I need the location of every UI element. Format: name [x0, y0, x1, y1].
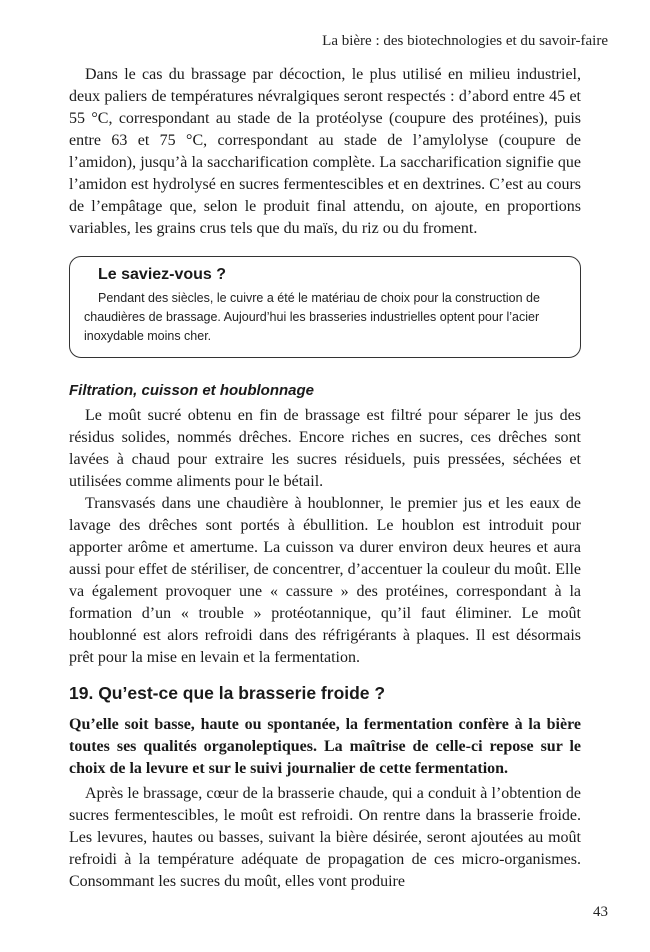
section-lead: Qu’elle soit basse, haute ou spontanée, la fermentation confère à la bière toutes ses qualités organoleptiques. La maîtrise de celle-ci repose sur le choix de la levure et sur le suivi journalier de cette fermentation.: [69, 716, 581, 777]
page-number: 43: [593, 904, 608, 920]
filtration-heading: Filtration, cuisson et houblonnage: [69, 382, 315, 399]
running-header: La bière : des biotechnologies et du savoir-faire: [322, 33, 608, 49]
page-content: [69, 64, 581, 893]
section-title: 19. Qu’est-ce que la brasserie froide ?: [69, 683, 386, 703]
did-you-know-title: Le saviez-vous ?: [98, 266, 227, 283]
filtration-paragraph-1: Le moût sucré obtenu en fin de brassage est filtré pour séparer le jus des résidus solides, nommés drêches. Encore riches en sucres, ces drêches sont lavées à chaud pour extraire les sucres résiduels, puis pressées, séchées et utilisées comme aliments pour le bétail.: [69, 407, 581, 490]
did-you-know-box: [69, 256, 581, 358]
section-paragraph: Après le brassage, cœur de la brasserie chaude, qui a conduit à l’obtention de sucres fermentescibles, le moût est refroidi. On rentre dans la brasserie froide. Les levures, hautes ou basses, suivant la bière désirée, seront ajoutées au moût refroidi à la température adéquate de propagation de ces micro-organismes. Consommant les sucres du moût, elles vont produire: [69, 785, 581, 890]
intro-paragraph: Dans le cas du brassage par décoction, le plus utilisé en milieu industriel, deux paliers de températures névralgiques seront respectés : d’abord entre 45 et 55 °C, correspondant au stade de la protéolyse (coupure des protéines), puis entre 63 et 75 °C, correspondant au stade de l’amylolyse (coupure de l’amidon), jusqu’à la saccharification complète. La saccharification signifie que l’amidon est hydrolysé en sucres fermentescibles et en dextrines. C’est au cours de l’empâtage que, selon le produit final attendu, on ajoute, en proportions variables, les grains crus tels que du maïs, du riz ou du froment.: [69, 66, 581, 237]
did-you-know-text: Pendant des siècles, le cuivre a été le matériau de choix pour la construction de chaudières de brassage. Aujourd’hui les brasseries industrielles optent pour l’acier inoxydable moins cher.: [84, 291, 540, 343]
filtration-paragraph-2: Transvasés dans une chaudière à houblonner, le premier jus et les eaux de lavage des drêches sont portés à ébullition. Le houblon est introduit pour apporter arôme et amertume. La cuisson va durer environ deux heures et aura aussi pour effet de stériliser, de concentrer, d’accentuer la couleur du moût. Elle va également provoquer une « cassure » des protéines, correspondant à la formation d’un « trouble » protéotannique, qu’il faut éliminer. Le moût houblonné est alors refroidi dans des réfrigérants à plaques. Il est désormais prêt pour la mise en levain et la fermentation.: [69, 495, 581, 666]
